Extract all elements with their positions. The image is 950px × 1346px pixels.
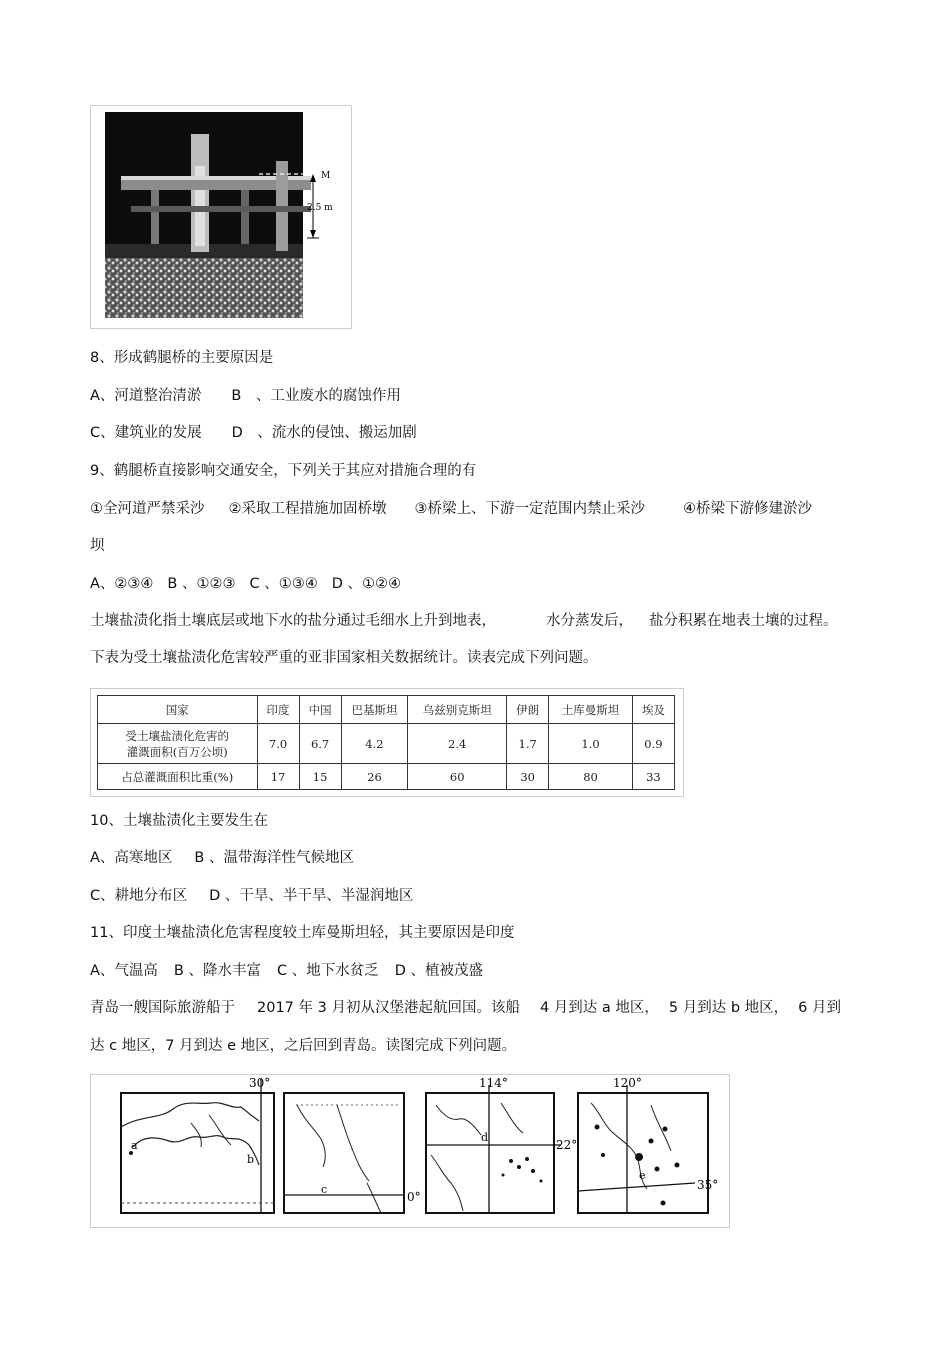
table-cell: 7.0 (257, 724, 299, 764)
intro-ship-line1 (90, 998, 841, 1018)
photo-label-m: M (321, 171, 331, 181)
q10-stem: 10、土壤盐渍化主要发生在 (90, 813, 268, 829)
table-cell: 15 (299, 764, 341, 790)
map-lat-0: 0° (407, 1190, 421, 1204)
table-row-label (98, 724, 258, 764)
q11-option-c: C 、地下水贫乏 (276, 963, 379, 979)
table-cell: 30 (507, 764, 549, 790)
salinization-table (97, 695, 675, 790)
intro3-part-e: 6 月到 (798, 1000, 842, 1016)
q10-option-b: B 、温带海洋性气候地区 (194, 850, 354, 866)
q8-option-c: C、建筑业的发展 (90, 425, 202, 441)
table-cell: 1.7 (507, 724, 549, 764)
q8-option-a: A、河道整治清淤 (90, 388, 202, 404)
intro3-part-b: 2017 年 3 月初从汉堡港起航回国。该船 (257, 1000, 520, 1016)
table-cell: 17 (257, 764, 299, 790)
intro3-part-a: 青岛一艘国际旅游船于 (90, 1000, 235, 1016)
q10-option-c: C、耕地分布区 (90, 888, 188, 904)
table-row (98, 724, 675, 764)
map-lon-114: 114° (479, 1076, 508, 1090)
table-cell: 80 (549, 764, 633, 790)
photo-label-height: 2.5 m (307, 203, 333, 213)
map-point-e: e (639, 1169, 646, 1182)
row1-label-a: 受土壤盐渍化危害的 (125, 728, 230, 743)
table-cell: 33 (632, 764, 674, 790)
q9-stem: 9、鹤腿桥直接影响交通安全，下列关于其应对措施合理的有 (90, 463, 477, 479)
map-lon-120: 120° (613, 1076, 642, 1090)
q9-option-d: D 、①②④ (331, 576, 401, 592)
q11-options (90, 961, 483, 981)
table-header-cell: 国家 (98, 696, 258, 724)
intro-salinization-line1 (90, 611, 838, 631)
table-cell: 2.4 (408, 724, 507, 764)
q8-options-cd (90, 423, 417, 443)
q10-options-ab (90, 848, 354, 868)
q9-option-c: C 、①③④ (249, 576, 318, 592)
q9-measure-2: ②采取工程措施加固桥墩 (228, 501, 387, 517)
q9-measure-3: ③桥梁上、下游一定范围内禁止采沙 (414, 501, 645, 517)
q9-option-b: B 、①②③ (167, 576, 236, 592)
route-maps-image (91, 1075, 729, 1227)
map-lat-35: 35° (697, 1178, 719, 1192)
table-header-cell: 乌兹别克斯坦 (408, 696, 507, 724)
bridge-photo (90, 105, 352, 329)
map-point-d: d (481, 1131, 489, 1144)
table-cell: 0.9 (632, 724, 674, 764)
map-lat-22: 22° (556, 1138, 578, 1152)
q11-option-d: D 、植被茂盛 (394, 963, 483, 979)
table-header-cell: 印度 (257, 696, 299, 724)
intro-salinization-line2: 下表为受土壤盐渍化危害较严重的亚非国家相关数据统计。读表完成下列问题。 (90, 650, 598, 666)
q9-option-a: A、②③④ (90, 576, 154, 592)
q11-stem: 11、印度土壤盐渍化危害程度较土库曼斯坦轻，其主要原因是印度 (90, 925, 515, 941)
row1-label-b: 灌溉面积(百万公顷) (126, 744, 228, 759)
table-cell: 6.7 (299, 724, 341, 764)
q8-options-ab (90, 386, 401, 406)
map-point-a: a (131, 1139, 138, 1152)
table-cell: 60 (408, 764, 507, 790)
table-header-row (98, 696, 675, 724)
intro3-part-c: 4 月到达 a 地区， (539, 1000, 659, 1016)
intro2-part-a: 土壤盐渍化指土壤底层或地下水的盐分通过毛细水上升到地表， (90, 613, 496, 629)
map-lon-30: 30° (249, 1076, 271, 1090)
q8-stem: 8、形成鹤腿桥的主要原因是 (90, 350, 274, 366)
route-maps-figure (90, 1074, 730, 1228)
q11-option-b: B 、降水丰富 (173, 963, 261, 979)
intro2-part-c: 盐分积累在地表土壤的过程。 (649, 613, 838, 629)
intro2-part-b: 水分蒸发后， (546, 613, 633, 629)
q9-measure-1: ①全河道严禁采沙 (90, 501, 205, 517)
table-header-cell: 埃及 (632, 696, 674, 724)
q10-option-a: A、高寒地区 (90, 850, 173, 866)
intro-ship-line2: 达 c 地区，7 月到达 e 地区，之后回到青岛。读图完成下列问题。 (90, 1038, 517, 1054)
q8-option-d: D 、流水的侵蚀、搬运加剧 (231, 425, 417, 441)
bridge-photo-image (91, 106, 351, 328)
intro3-part-d: 5 月到达 b 地区， (668, 1000, 789, 1016)
q9-measures (90, 499, 812, 519)
table-cell: 26 (341, 764, 408, 790)
table-row-label: 占总灌溉面积比重(%) (98, 764, 258, 790)
q8-option-b: B 、工业废水的腐蚀作用 (231, 388, 401, 404)
q9-measure-4: ④桥梁下游修建淤沙 (683, 501, 812, 517)
q9-options (90, 574, 401, 594)
map-point-c: c (321, 1183, 328, 1196)
q11-option-a: A、气温高 (90, 963, 158, 979)
salinization-table-frame (90, 688, 684, 797)
table-cell: 4.2 (341, 724, 408, 764)
table-header-cell: 土库曼斯坦 (549, 696, 633, 724)
map-point-b: b (247, 1153, 255, 1166)
table-header-cell: 中国 (299, 696, 341, 724)
table-header-cell: 巴基斯坦 (341, 696, 408, 724)
q10-option-d: D 、干旱、半干旱、半湿润地区 (209, 888, 414, 904)
table-header-cell: 伊朗 (507, 696, 549, 724)
q10-options-cd (90, 886, 413, 906)
q9-measure-4-cont: 坝 (90, 538, 105, 554)
table-row (98, 764, 675, 790)
table-cell: 1.0 (549, 724, 633, 764)
